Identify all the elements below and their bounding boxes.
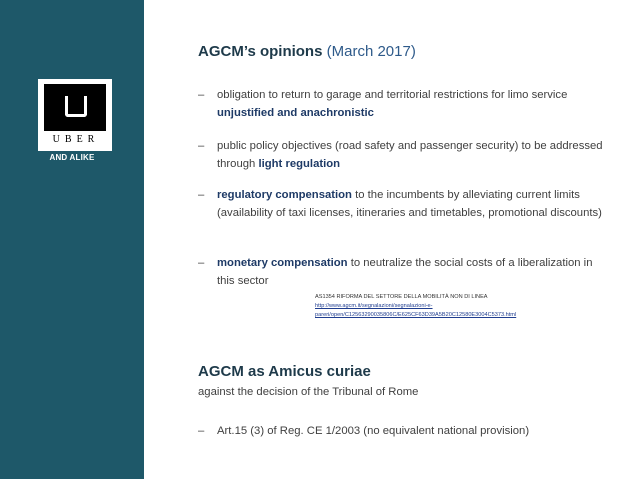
bullet-dash: – bbox=[198, 257, 205, 269]
footnote-ref: AS1354 RIFORMA DEL SETTORE DELLA MOBILITÀ NON DI LINEA bbox=[315, 294, 488, 300]
bullet-1 bbox=[198, 87, 608, 122]
uber-wordmark: U B E R bbox=[52, 134, 98, 145]
bullet-dash: – bbox=[198, 425, 205, 437]
bullet-bold: unjustified and anachronistic bbox=[217, 106, 374, 119]
section1-title-text: AGCM’s opinions bbox=[198, 43, 323, 60]
bullet-bold: regulatory compensation bbox=[217, 189, 352, 201]
bullet-text: regulatory compensation to the incumbents by alleviating current limits (availability of taxi licenses, itineraries and timetables, promotional discounts) bbox=[217, 189, 602, 219]
bullet-text: public policy objectives (road safety and passenger security) to be addressed through light regulation bbox=[217, 140, 603, 170]
section1-title bbox=[198, 43, 416, 60]
uber-u-icon bbox=[65, 96, 87, 117]
bullet-4 bbox=[198, 255, 608, 290]
bullet-art15 bbox=[198, 423, 608, 441]
bullet-2 bbox=[198, 138, 608, 173]
bullet-3 bbox=[198, 187, 608, 222]
footnote-link-line2[interactable]: pareri/open/C12563290035806C/E625CF63D39A5B20C12580E3004C5373.html bbox=[315, 312, 517, 318]
bullet-text: monetary compensation to neutralize the social costs of a liberalization in this sector bbox=[217, 257, 593, 287]
footnote bbox=[315, 293, 635, 320]
sidebar bbox=[0, 0, 144, 479]
bullet-bold: monetary compensation bbox=[217, 257, 348, 269]
section2-subtitle: against the decision of the Tribunal of Rome bbox=[198, 386, 419, 398]
bullet-dash: – bbox=[198, 189, 205, 201]
and-alike-label: AND ALIKE bbox=[49, 153, 95, 162]
bullet-text: Art.15 (3) of Reg. CE 1/2003 (no equivalent national provision) bbox=[217, 425, 530, 437]
section2-title: AGCM as Amicus curiae bbox=[198, 363, 371, 380]
uber-logo-mark bbox=[44, 84, 106, 131]
uber-logo bbox=[38, 79, 112, 151]
bullet-bold: light regulation bbox=[258, 157, 341, 170]
bullet-dash: – bbox=[198, 89, 205, 101]
bullet-dash: – bbox=[198, 140, 205, 152]
footnote-link-line1[interactable]: http://www.agcm.it/segnalazioni/segnalazioni-e- bbox=[315, 303, 433, 309]
section1-date: (March 2017) bbox=[326, 43, 416, 60]
bullet-text: obligation to return to garage and territorial restrictions for limo service unjustified and anachronistic bbox=[217, 89, 568, 119]
